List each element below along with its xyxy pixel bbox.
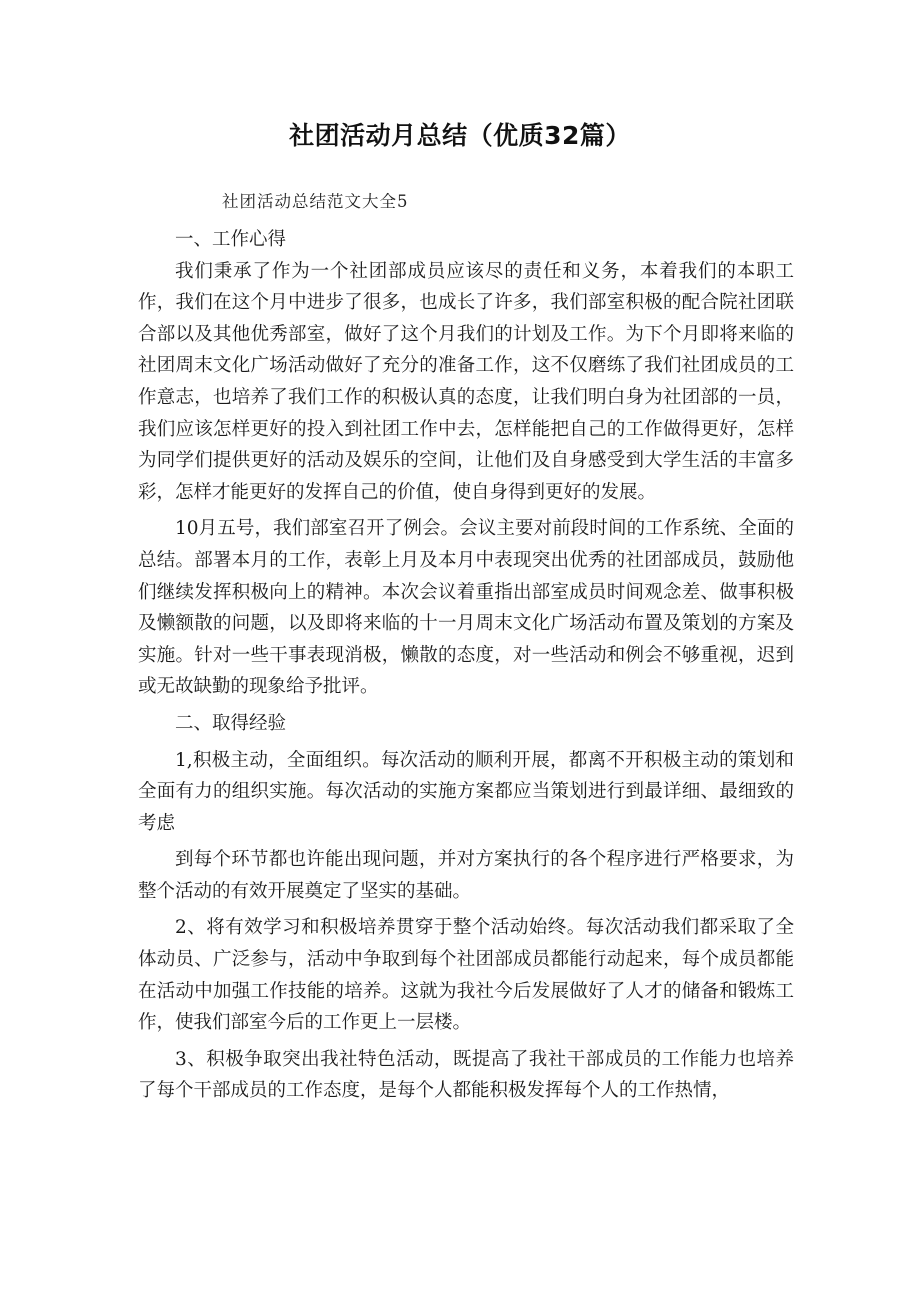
section-heading-gains: 二、取得经验 — [175, 712, 287, 734]
body-paragraph: 到每个环节都也许能出现问题，并对方案执行的各个程序进行严格要求，为整个活动的有效开展奠定了坚实的基础。 — [138, 849, 794, 902]
body-paragraph: 我们秉承了作为一个社团部成员应该尽的责任和义务，本着我们的本职工作，我们在这个月中进步了很多，也成长了许多，我们部室积极的配合院社团联合部以及其他优秀部室，做好了这个月我们的计划及工作。为下个月即将来临的社团周末文化广场活动做好了充分的准备工作，这不仅磨练了我们社团成员的工作意志，也培养了我们工作的积极认真的态度，让我们明白身为社团部的一员，我们应该怎样更好的投入到社团工作中去，怎样能把自己的工作做得更好，怎样为同学们提供更好的活动及娱乐的空间，让他们及自身感受到大学生活的丰富多彩，怎样才能更好的发挥自己的价值，使自身得到更好的发展。 — [138, 260, 794, 503]
section-heading-experience: 一、工作心得 — [175, 229, 287, 250]
body-paragraph: 10月五号，我们部室召开了例会。会议主要对前段时间的工作系统、全面的总结。部署本月的工作，表彰上月及本月中表现突出优秀的社团部成员，鼓励他们继续发挥积极向上的精神。本次会议着重指出部室成员时间观念差、做事积极及懒额散的问题，以及即将来临的十一月周末文化广场活动布置及策划的方案及实施。针对一些干事表现消极，懒散的态度，对一些活动和例会不够重视，迟到或无故缺勤的现象给予批评。 — [138, 518, 794, 698]
document-body — [138, 224, 794, 1107]
body-paragraph: 1,积极主动，全面组织。每次活动的顺利开展，都离不开积极主动的策划和全面有力的组织实施。每次活动的实施方案都应当策划进行到最详细、最细致的考虑 — [138, 749, 794, 834]
body-paragraph: 3、积极争取突出我社特色活动，既提高了我社干部成员的工作能力也培养了每个干部成员的工作态度，是每个人都能积极发挥每个人的工作热情， — [138, 1048, 794, 1102]
document-title: 社团活动月总结（优质32篇） — [289, 121, 631, 150]
body-paragraph: 2、将有效学习和积极培养贯穿于整个活动始终。每次活动我们都采取了全体动员、广泛参与，活动中争取到每个社团部成员都能行动起来，每个成员都能在活动中加强工作技能的培养。这就为我社今后发展做好了人才的储备和锻炼工作，使我们部室今后的工作更上一层楼。 — [138, 917, 794, 1034]
document-subtitle: 社团活动总结范文大全5 — [222, 192, 409, 211]
